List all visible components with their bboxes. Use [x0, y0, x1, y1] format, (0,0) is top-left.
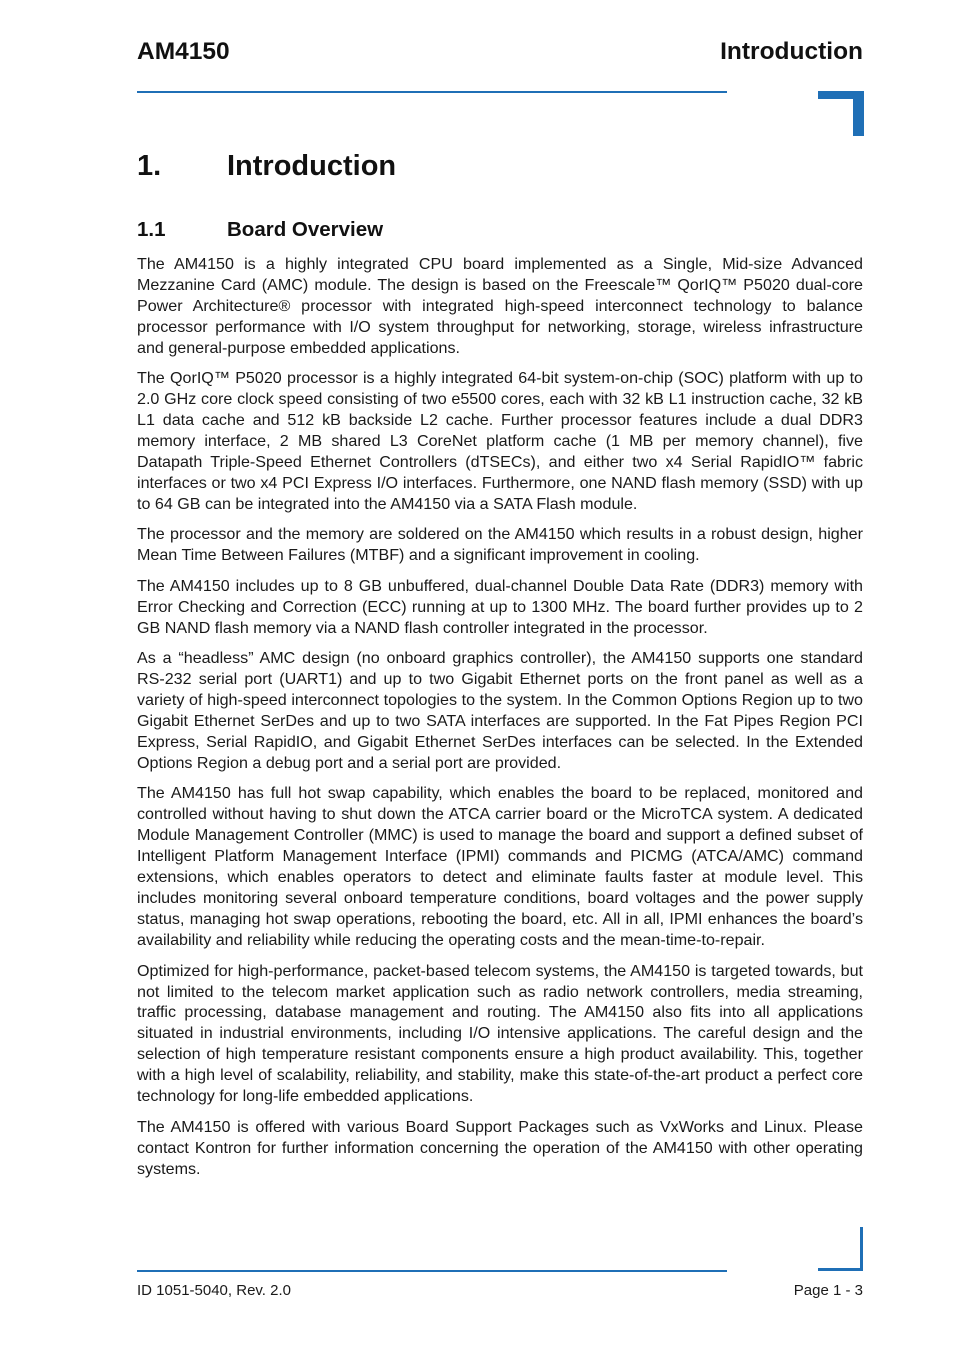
footer-document-id: ID 1051-5040, Rev. 2.0 [137, 1282, 291, 1299]
paragraph-4: The AM4150 includes up to 8 GB unbuffered, dual-channel Double Data Rate (DDR3) memory with Error Checking and Correction (ECC) running at up to 1300 MHz. The board further provides up to 2 GB NAND flash memory via a NAND flash controller integrated in the processor. [137, 576, 863, 637]
footer-corner-mark-vertical [860, 1227, 863, 1271]
paragraph-3: The processor and the memory are soldered on the AM4150 which results in a robust design, higher Mean Time Between Failures (MTBF) and a significant improvement in cooling. [137, 525, 863, 565]
paragraph-1: The AM4150 is a highly integrated CPU board implemented as a Single, Mid-size Advanced Mezzanine Card (AMC) module. The design is based on the Freescale™ QorIQ™ P5020 dual-core Power Architecture® processor with integrated high-speed interconnect technology to balance processor performance with I/O system throughput for networking, storage, wireless infrastructure and general-purpose embedded applications. [137, 255, 863, 357]
chapter-heading [137, 150, 396, 183]
chapter-number: 1. [137, 150, 162, 182]
header-corner-mark-vertical [853, 91, 864, 136]
header-product-name: AM4150 [137, 38, 230, 65]
section-number: 1.1 [137, 218, 166, 241]
chapter-title: Introduction [227, 150, 397, 182]
header-rule [137, 91, 727, 93]
footer-rule [137, 1270, 727, 1272]
header-chapter-title: Introduction [720, 38, 863, 65]
footer-page-number: Page 1 - 3 [793, 1282, 863, 1299]
section-heading [137, 218, 383, 242]
paragraph-8: The AM4150 is offered with various Board Support Packages such as VxWorks and Linux. Please contact Kontron for further information concerning the operation of the AM4150 with other operating systems. [137, 1117, 863, 1178]
paragraph-2: The QorIQ™ P5020 processor is a highly integrated 64-bit system-on-chip (SOC) platform with up to 2.0 GHz core clock speed consisting of two e5500 cores, each with 32 kB L1 instruction cache, 32 kB L1 data cache and 512 kB backside L2 cache. Further processor features include a dual DDR3 memory interface, 2 MB shared L3 CoreNet platform cache (1 MB per memory channel), five Datapath Triple-Speed Ethernet Controllers (dTSECs), and either two x4 Serial RapidIO™ fabric interfaces or two x4 PCI Express I/O interfaces. Furthermore, one NAND flash memory (SSD) with up to 64 GB can be integrated into the AM4150 via a SATA Flash module. [137, 369, 863, 513]
body-text [137, 254, 863, 1189]
footer-corner-mark-horizontal [818, 1268, 863, 1271]
paragraph-5: As a “headless” AMC design (no onboard graphics controller), the AM4150 supports one standard RS-232 serial port (UART1) and up to two Gigabit Ethernet ports on the front panel as well as a variety of high-speed interconnect topologies to the system. In the Common Options Region up to two Gigabit Ethernet SerDes and up to two SATA interfaces are supported. In the Fat Pipes Region PCI Express, Serial RapidIO, and Gigabit Ethernet SerDes interfaces can be selected. In the Extended Options Region a debug port and a serial port are provided. [137, 649, 863, 772]
section-title: Board Overview [227, 218, 384, 241]
paragraph-7: Optimized for high-performance, packet-based telecom systems, the AM4150 is targeted towards, but not limited to the telecom market application such as radio network controllers, media streaming, traffic processing, database management and routing. The AM4150 also fits into all applications situated in industrial environments, including I/O intensive applications. The careful design and the selection of high temperature resistant components ensure a high product availability. This, together with a high level of scalability, reliability, and stability, make this state-of-the-art product a perfect core technology for long-life embedded applications. [137, 961, 863, 1106]
paragraph-6: The AM4150 has full hot swap capability, which enables the board to be replaced, monitored and controlled without having to shut down the ATCA carrier board or the MicroTCA system. A dedicated Module Management Controller (MMC) is used to manage the board and support a defined subset of Intelligent Platform Management Interface (IPMI) commands and PICMG (ATCA/AMC) command extensions, which enables operators to detect and eliminate faults faster at module level. This includes monitoring several onboard temperature conditions, board voltages and the power supply status, managing hot swap operations, rebooting the board, etc. All in all, IPMI enhances the board’s availability and reliability while reducing the operating costs and the mean-time-to-repair. [137, 784, 863, 950]
